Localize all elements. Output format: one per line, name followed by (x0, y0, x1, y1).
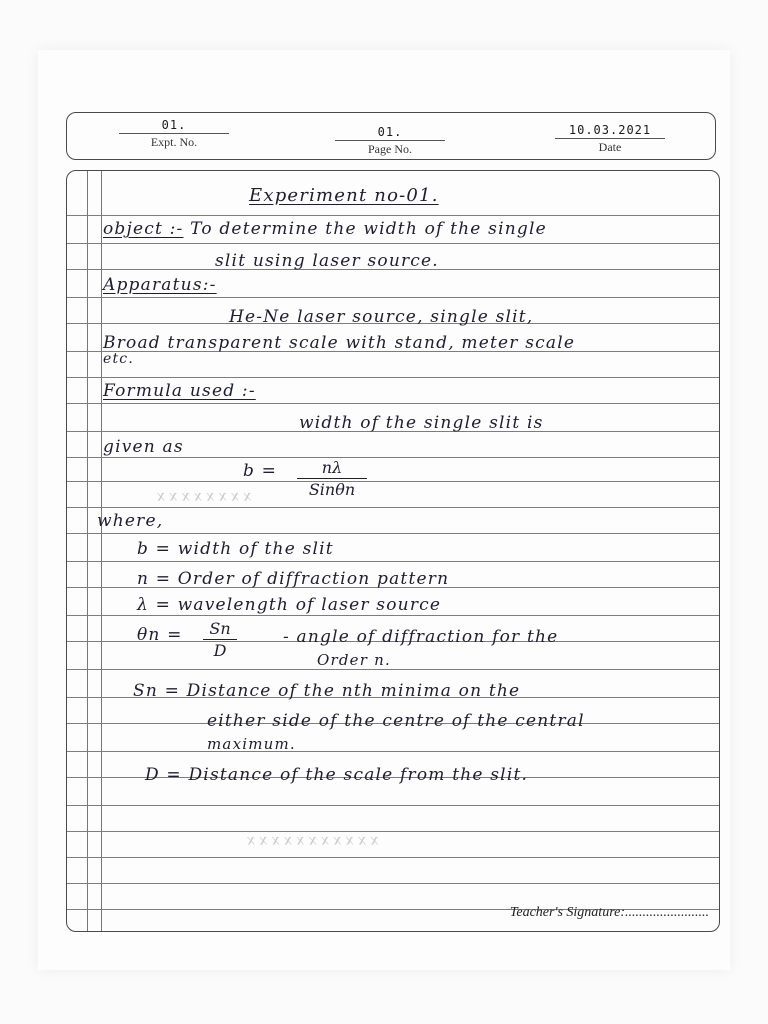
definition-sn-2: either side of the centre of the central (207, 711, 585, 731)
ruled-line (67, 377, 719, 378)
theta-fraction (203, 619, 237, 660)
formula-intro-1: width of the single slit is (299, 413, 544, 433)
formula-intro-2: given as (103, 437, 184, 457)
definition-b: b = width of the slit (137, 539, 334, 559)
date-field (555, 123, 665, 155)
object-line-1 (103, 219, 547, 239)
definition-theta-lhs: θn = (137, 625, 183, 645)
apparatus-line-1: He-Ne laser source, single slit, (229, 307, 534, 327)
ruled-line (67, 243, 719, 244)
bleed-through-marks: x x x x x x x x x x x (247, 833, 379, 849)
ruled-line (67, 533, 719, 534)
ruled-line (67, 457, 719, 458)
date-line (555, 138, 665, 139)
formula-denominator: Sinθn (308, 480, 356, 499)
ruled-line (67, 857, 719, 858)
page-no-line (335, 140, 445, 141)
definition-theta-text: - angle of diffraction for the (283, 627, 559, 647)
definition-sn-3: maximum. (207, 735, 296, 753)
date-value: 10.03.2021 (568, 123, 652, 137)
ruled-line (67, 805, 719, 806)
formula-label: Formula used :- (103, 381, 256, 401)
definition-n: n = Order of diffraction pattern (137, 569, 450, 589)
apparatus-line-3: etc. (103, 351, 135, 367)
ruled-line (67, 507, 719, 508)
definition-d: D = Distance of the scale from the slit. (145, 765, 529, 785)
object-label: object :- (103, 219, 184, 239)
date-label: Date (598, 140, 622, 154)
ruled-line (67, 615, 719, 616)
fraction-bar (203, 639, 237, 640)
expt-no-line (119, 133, 229, 134)
expt-no-label: Expt. No. (150, 135, 198, 149)
ruled-line (67, 831, 719, 832)
definition-sn-1: Sn = Distance of the nth minima on the (133, 681, 521, 701)
where-label: where, (97, 511, 164, 531)
theta-numerator: Sn (209, 619, 231, 638)
page-no-field (335, 125, 445, 157)
apparatus-line-2: Broad transparent scale with stand, meter scale (103, 333, 576, 353)
ruled-sheet (66, 170, 720, 932)
bleed-through-marks: x x x x x x x x (157, 489, 252, 505)
header-box (66, 112, 716, 160)
formula-numerator: nλ (321, 458, 343, 477)
page-no-value: 01. (377, 125, 403, 139)
ruled-line (67, 883, 719, 884)
margin-line-right (101, 171, 102, 931)
ruled-line (67, 215, 719, 216)
apparatus-label: Apparatus:- (103, 275, 217, 295)
ruled-line (67, 561, 719, 562)
object-text: To determine the width of the single (190, 219, 547, 239)
teacher-signature: Teacher's Signature:........................ (509, 905, 709, 920)
theta-denominator: D (213, 641, 227, 660)
ruled-line (67, 403, 719, 404)
definition-lambda: λ = wavelength of laser source (137, 595, 442, 615)
expt-no-field (119, 118, 229, 150)
ruled-line (67, 751, 719, 752)
page-no-label: Page No. (368, 142, 412, 156)
ruled-line (67, 297, 719, 298)
fraction-bar (297, 478, 367, 479)
definition-theta-text-2: Order n. (317, 651, 391, 669)
expt-no-value: 01. (161, 118, 187, 132)
formula-fraction (297, 458, 367, 499)
ruled-line (67, 481, 719, 482)
formula-lhs: b = (243, 461, 278, 481)
margin-line-left (87, 171, 88, 931)
object-line-2: slit using laser source. (215, 251, 439, 271)
page-title: Experiment no-01. (249, 185, 439, 206)
ruled-line (67, 669, 719, 670)
